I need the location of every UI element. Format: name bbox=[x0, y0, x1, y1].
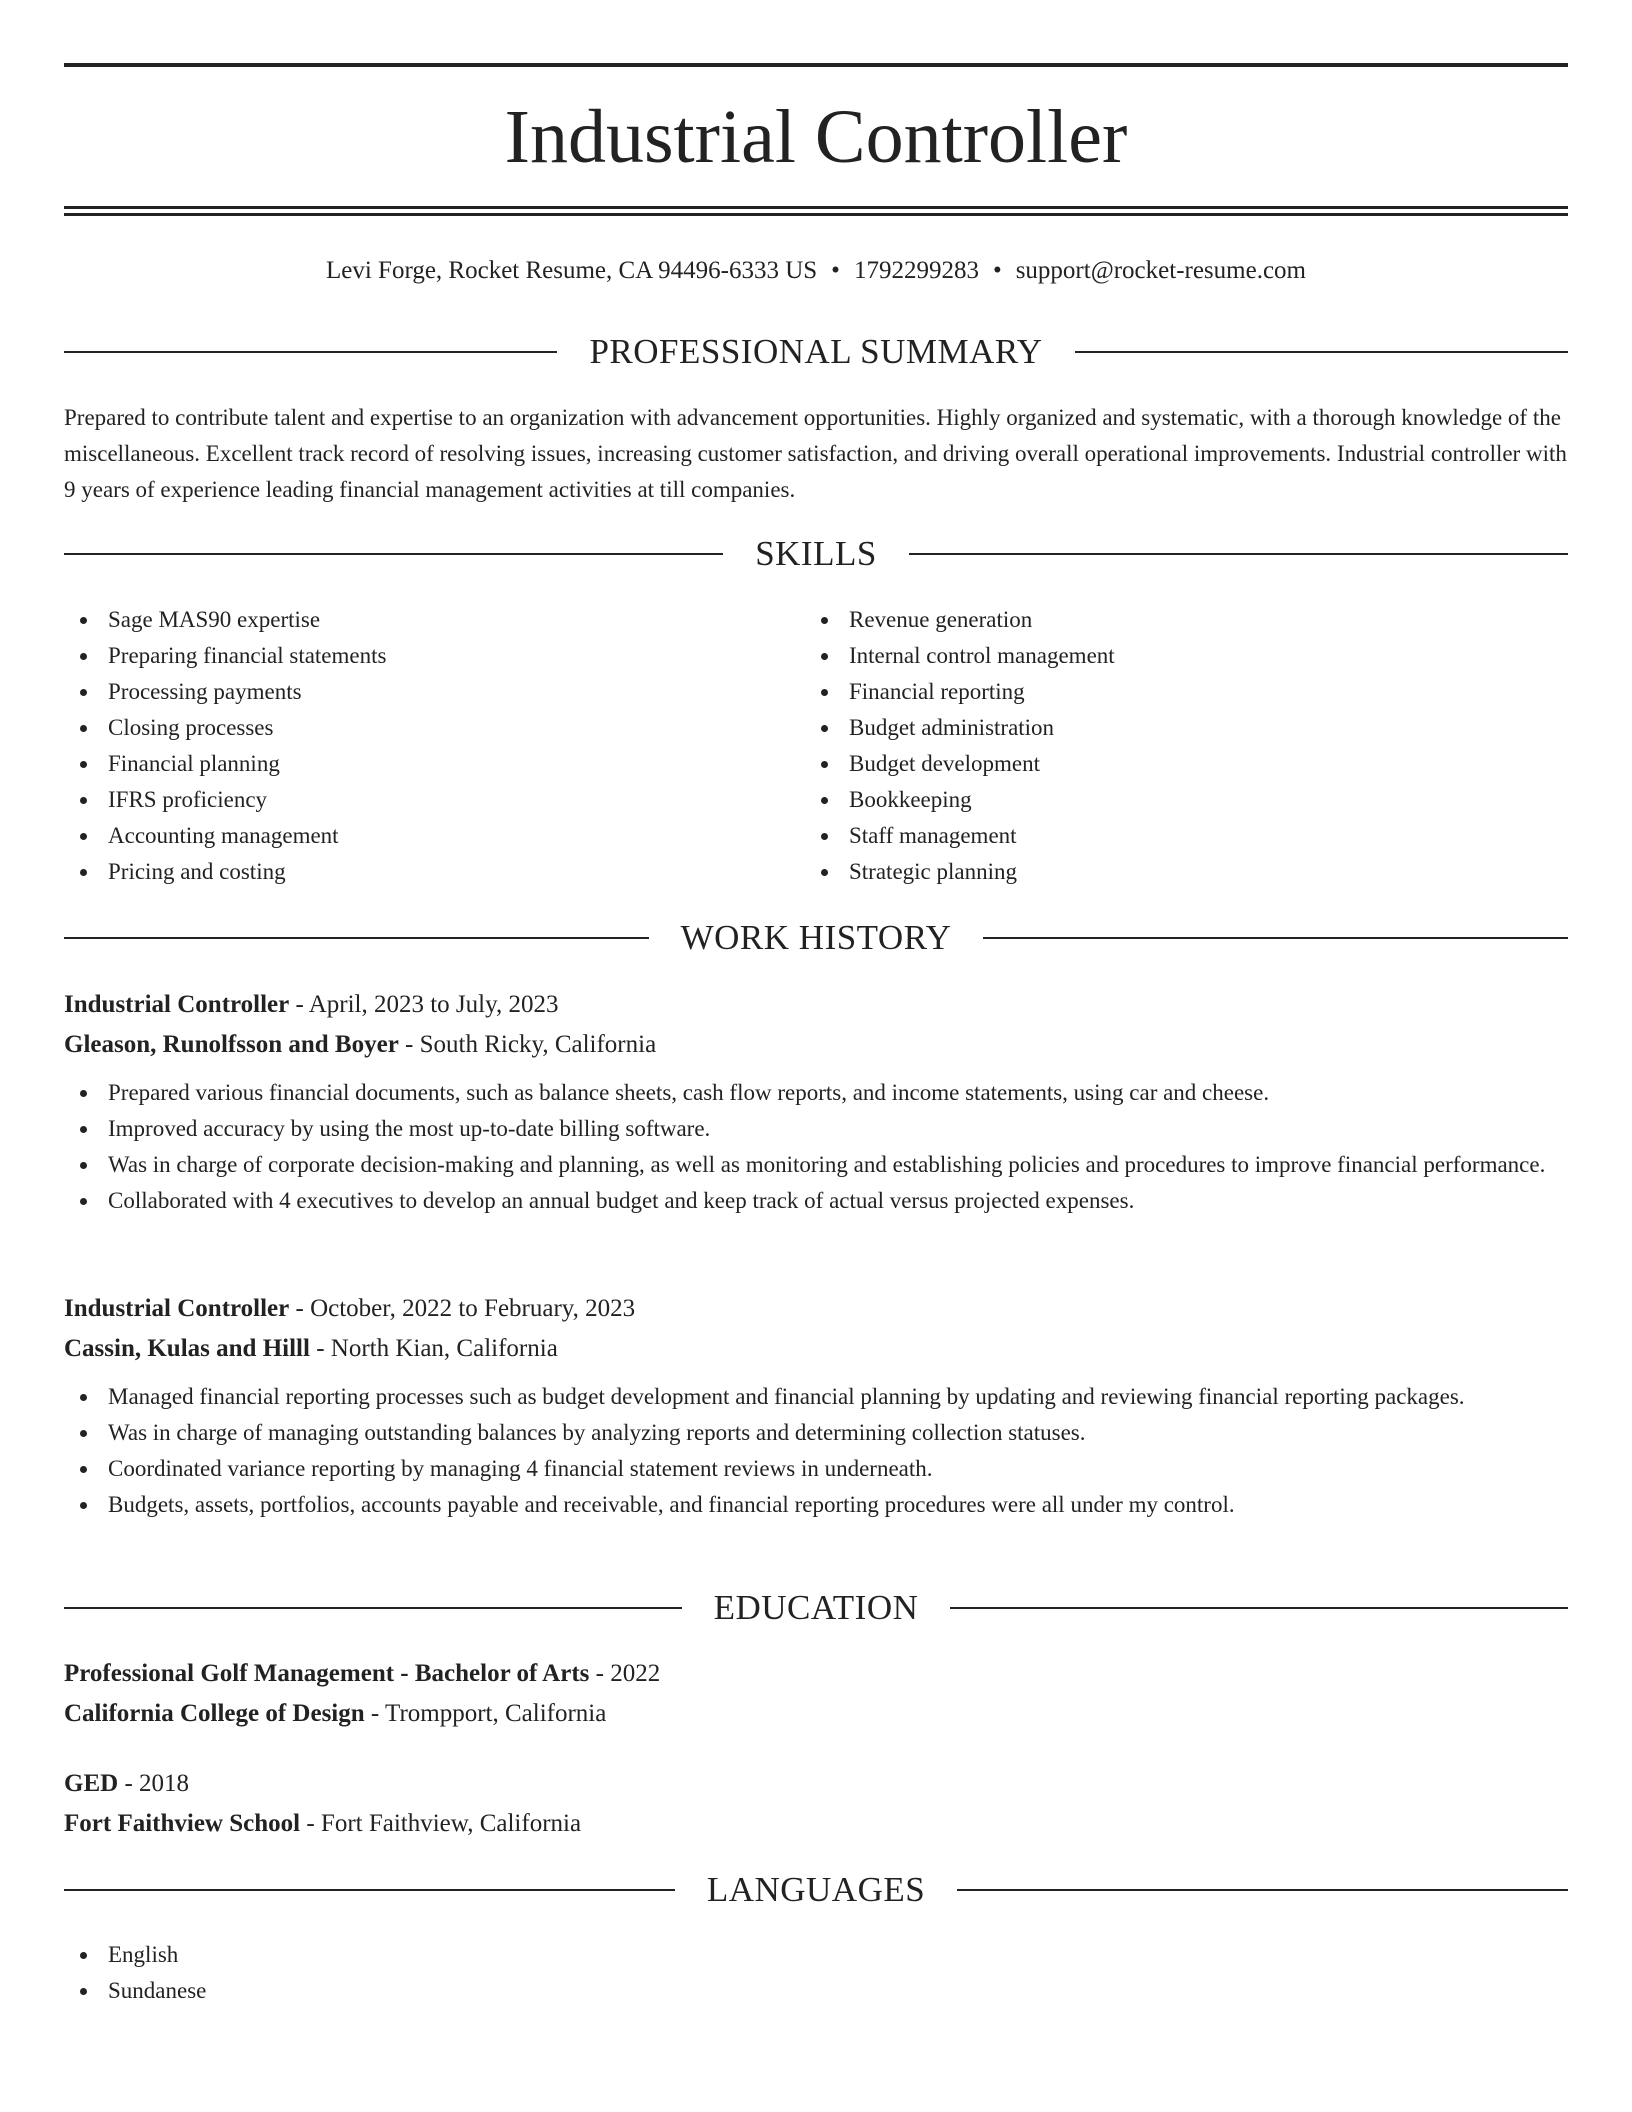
summary-title: PROFESSIONAL SUMMARY bbox=[589, 332, 1043, 371]
job-bullet: Coordinated variance reporting by managing 4 financial statement reviews in underneath. bbox=[64, 1451, 1568, 1487]
top-rule bbox=[64, 63, 1568, 67]
skill-item: Bookkeeping bbox=[805, 782, 1505, 818]
job-role: Industrial Controller bbox=[64, 1295, 290, 1322]
job-company: Cassin, Kulas and Hilll bbox=[64, 1335, 310, 1362]
languages-list bbox=[64, 1937, 1568, 2009]
skills-list-left bbox=[64, 602, 764, 890]
edu-degree-line bbox=[64, 1654, 1568, 1694]
skills-column-left bbox=[64, 602, 764, 890]
languages-heading bbox=[64, 1868, 1568, 1912]
edu-year: - 2022 bbox=[595, 1660, 661, 1687]
job-entry bbox=[64, 1289, 1568, 1523]
edu-degree: Professional Golf Management - Bachelor of Arts bbox=[64, 1660, 590, 1687]
language-item: Sundanese bbox=[64, 1973, 1568, 2009]
work-title: WORK HISTORY bbox=[680, 918, 952, 957]
job-bullet: Managed financial reporting processes such as budget development and financial planning by updating and reviewing financial reporting packages. bbox=[64, 1379, 1568, 1415]
edu-school-line bbox=[64, 1804, 1568, 1844]
job-dates: - October, 2022 to February, 2023 bbox=[295, 1295, 636, 1322]
language-item: English bbox=[64, 1937, 1568, 1973]
contact-line bbox=[64, 254, 1568, 288]
skills-title: SKILLS bbox=[755, 534, 877, 573]
skill-item: Financial reporting bbox=[805, 674, 1505, 710]
job-dates: - April, 2023 to July, 2023 bbox=[295, 991, 559, 1018]
skill-item: Processing payments bbox=[64, 674, 764, 710]
skill-item: Accounting management bbox=[64, 818, 764, 854]
skills-list-right bbox=[805, 602, 1505, 890]
skill-item: Revenue generation bbox=[805, 602, 1505, 638]
job-bullet: Budgets, assets, portfolios, accounts payable and receivable, and financial reporting procedures were all under my control. bbox=[64, 1487, 1568, 1523]
heading-rule bbox=[950, 1607, 1568, 1609]
heading-rule bbox=[64, 351, 557, 353]
contact-separator: • bbox=[992, 257, 1002, 284]
resume-name: Industrial Controller bbox=[504, 95, 1128, 179]
job-location: - North Kian, California bbox=[316, 1335, 558, 1362]
job-bullets bbox=[64, 1379, 1568, 1523]
job-bullet: Collaborated with 4 executives to develop an annual budget and keep track of actual versus projected expenses. bbox=[64, 1183, 1568, 1219]
skill-item: Preparing financial statements bbox=[64, 638, 764, 674]
heading-rule bbox=[957, 1889, 1568, 1891]
languages-title: LANGUAGES bbox=[706, 1870, 926, 1909]
work-heading bbox=[64, 916, 1568, 960]
skill-item: Sage MAS90 expertise bbox=[64, 602, 764, 638]
job-bullet: Improved accuracy by using the most up-to-date billing software. bbox=[64, 1111, 1568, 1147]
edu-degree-line bbox=[64, 1764, 1568, 1804]
contact-phone: 1792299283 bbox=[853, 257, 979, 284]
job-location: - South Ricky, California bbox=[405, 1031, 657, 1058]
skill-item: IFRS proficiency bbox=[64, 782, 764, 818]
edu-location: - Trompport, California bbox=[370, 1700, 607, 1727]
edu-school: California College of Design bbox=[64, 1700, 365, 1727]
skill-item: Pricing and costing bbox=[64, 854, 764, 890]
heading-rule bbox=[909, 553, 1568, 555]
skills-column-right bbox=[805, 602, 1505, 890]
header-rule-lower bbox=[64, 213, 1568, 216]
summary-text: Prepared to contribute talent and expertise to an organization with advancement opportunities. Highly organized and systematic, with a thorough knowledge of the miscellaneous. Excellent track record of resolving issues, increasing customer satisfaction, and driving overall operational improvements. Industrial controller with 9 years of experience leading financial management activities at till companies. bbox=[64, 405, 1567, 502]
edu-degree: GED bbox=[64, 1770, 119, 1797]
job-company: Gleason, Runolfsson and Boyer bbox=[64, 1031, 399, 1058]
skill-item: Budget administration bbox=[805, 710, 1505, 746]
edu-location: - Fort Faithview, California bbox=[306, 1810, 582, 1837]
contact-email: support@rocket-resume.com bbox=[1015, 257, 1306, 284]
edu-school-line bbox=[64, 1694, 1568, 1734]
contact-separator: • bbox=[831, 257, 840, 284]
heading-rule bbox=[983, 937, 1568, 939]
header-rule-upper bbox=[64, 206, 1568, 209]
job-company-line bbox=[64, 1329, 1568, 1369]
skills-heading bbox=[64, 532, 1568, 576]
job-bullets bbox=[64, 1075, 1568, 1219]
edu-year: - 2018 bbox=[124, 1770, 190, 1797]
heading-rule bbox=[1075, 351, 1568, 353]
skill-item: Strategic planning bbox=[805, 854, 1505, 890]
education-entry bbox=[64, 1764, 1568, 1844]
job-company-line bbox=[64, 1025, 1568, 1065]
education-title: EDUCATION bbox=[713, 1588, 919, 1627]
skill-item: Internal control management bbox=[805, 638, 1505, 674]
skill-item: Financial planning bbox=[64, 746, 764, 782]
skill-item: Closing processes bbox=[64, 710, 764, 746]
education-heading bbox=[64, 1586, 1568, 1630]
edu-school: Fort Faithview School bbox=[64, 1810, 301, 1837]
heading-rule bbox=[64, 553, 723, 555]
contact-address: Levi Forge, Rocket Resume, CA 94496-6333 US bbox=[325, 257, 818, 284]
summary-heading bbox=[64, 330, 1568, 374]
heading-rule bbox=[64, 937, 649, 939]
heading-rule bbox=[64, 1607, 682, 1609]
job-bullet: Was in charge of corporate decision-making and planning, as well as monitoring and establishing policies and procedures to improve financial performance. bbox=[64, 1147, 1568, 1183]
job-role: Industrial Controller bbox=[64, 991, 290, 1018]
job-bullet: Was in charge of managing outstanding balances by analyzing reports and determining collection statuses. bbox=[64, 1415, 1568, 1451]
skill-item: Budget development bbox=[805, 746, 1505, 782]
job-entry bbox=[64, 985, 1568, 1219]
heading-rule bbox=[64, 1889, 675, 1891]
education-entry bbox=[64, 1654, 1568, 1734]
job-bullet: Prepared various financial documents, such as balance sheets, cash flow reports, and income statements, using car and cheese. bbox=[64, 1075, 1568, 1111]
job-title-line bbox=[64, 1289, 1568, 1329]
skill-item: Staff management bbox=[805, 818, 1505, 854]
job-title-line bbox=[64, 985, 1568, 1025]
